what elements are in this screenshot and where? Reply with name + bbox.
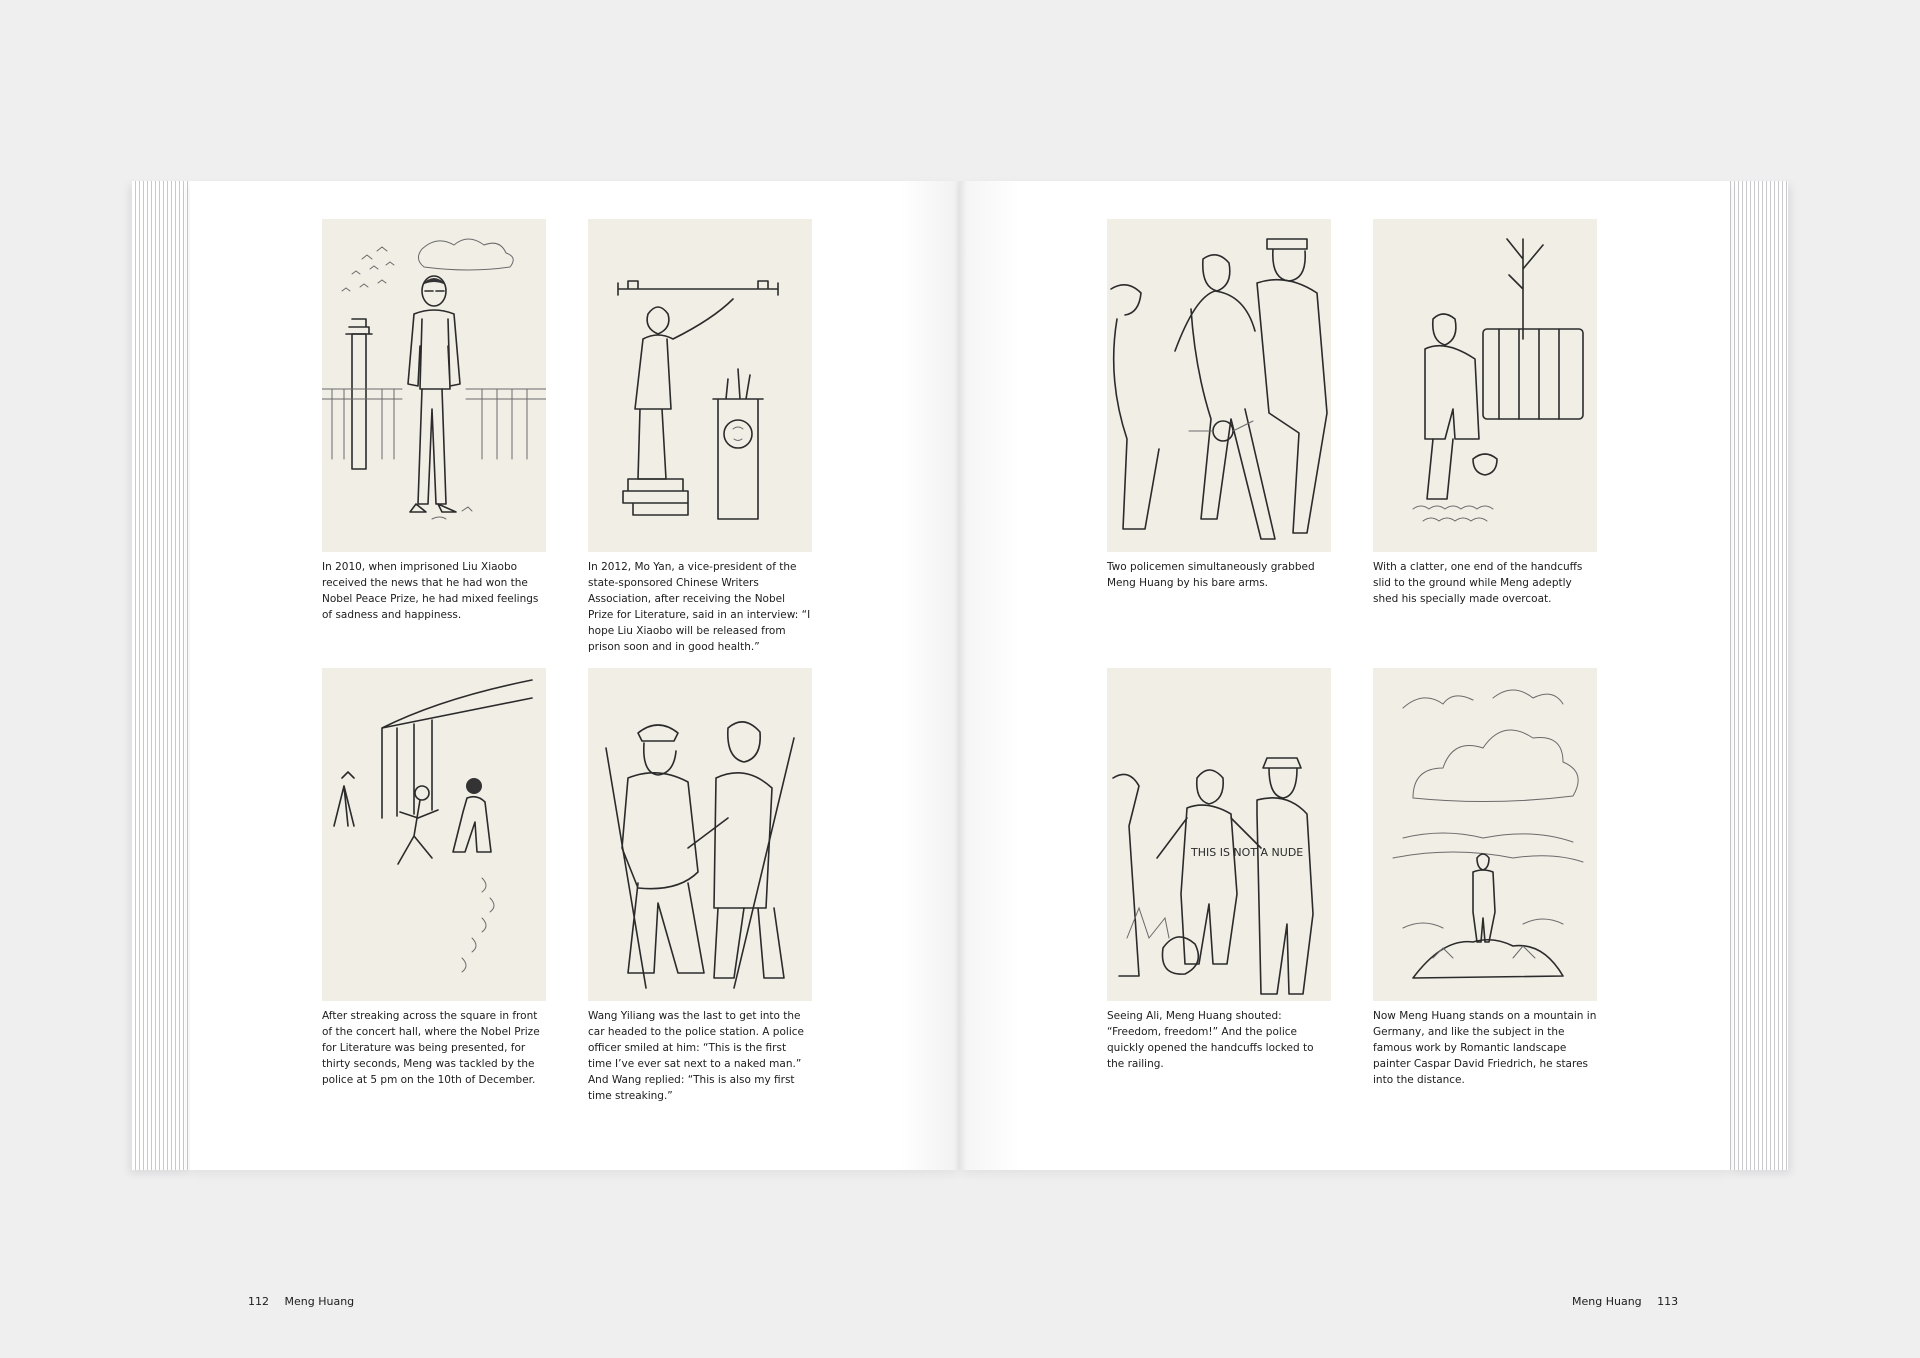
- caption-wang-yiliang: Wang Yiliang was the last to get into the car headed to the police station. A police officer smiled at him: “This is the first time I’ve ever sat next to a naked man.” And Wang replied: “This is also my first time streaking.”: [588, 1010, 804, 1102]
- caption-policemen-grab: Two policemen simultaneously grabbed Meng Huang by his bare arms.: [1107, 561, 1315, 589]
- caption-mo-yan: In 2012, Mo Yan, a vice-president of the state-sponsored Chinese Writers Association, after receiving the Nobel Prize for Literature, said in an interview: “I hope Liu Xiaobo will be released from prison soon and in good health.”: [588, 561, 811, 653]
- left-folio: [248, 1295, 354, 1308]
- drawing-streaking: [322, 668, 546, 1001]
- right-running-title: Meng Huang: [1572, 1295, 1642, 1308]
- drawing-freedom: [1107, 668, 1331, 1001]
- drawing-mo-yan: [588, 219, 812, 552]
- right-page-number: 113: [1657, 1295, 1679, 1308]
- caption-handcuffs: With a clatter, one end of the handcuffs slid to the ground while Meng adeptly shed his specially made overcoat.: [1373, 561, 1583, 605]
- drawing-liu-xiaobo: [322, 219, 546, 552]
- drawing-handcuffs: [1373, 219, 1597, 552]
- caption-streaking: After streaking across the square in front of the concert hall, where the Nobel Prize for Literature was being presented, for thirty seconds, Meng was tackled by the police at 5 pm on the 10th of December.: [322, 1010, 540, 1086]
- left-running-title: Meng Huang: [284, 1295, 355, 1308]
- drawing-wang-yiliang: [588, 668, 812, 1001]
- left-page-edges: [132, 181, 190, 1170]
- caption-wanderer: Now Meng Huang stands on a mountain in Germany, and like the subject in the famous work by Romantic landscape painter Caspar David Friedrich, he stares into the distance.: [1373, 1010, 1597, 1086]
- right-page-edges: [1730, 181, 1788, 1170]
- drawing-wanderer: [1373, 668, 1597, 1001]
- right-folio: [1572, 1295, 1678, 1308]
- left-page: [190, 181, 960, 1308]
- drawing-nude-text: THIS IS NOT A NUDE: [1191, 846, 1304, 859]
- left-page-number: 112: [248, 1295, 269, 1308]
- caption-liu-xiaobo: In 2010, when imprisoned Liu Xiaobo received the news that he had won the Nobel Peace Prize, he had mixed feelings of sadness and happiness.: [322, 561, 539, 621]
- caption-freedom: Seeing Ali, Meng Huang shouted: “Freedom, freedom!” And the police quickly opened the handcuffs locked to the railing.: [1107, 1010, 1314, 1070]
- right-page: [960, 181, 1730, 1308]
- drawing-policemen-grab: [1107, 219, 1331, 552]
